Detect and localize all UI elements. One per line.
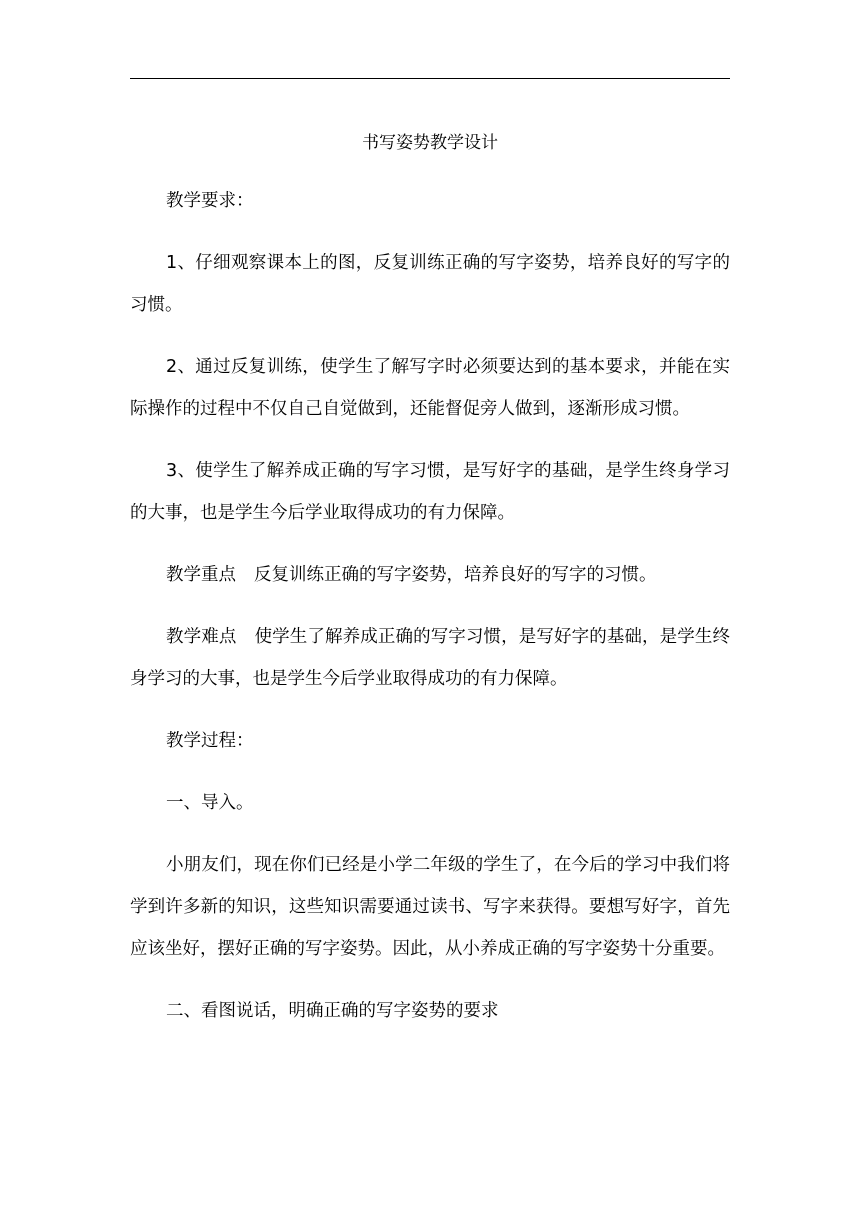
key-point-paragraph — [130, 554, 730, 596]
requirements-heading: 教学要求： — [166, 191, 254, 211]
key-point-label: 教学重点 — [166, 565, 236, 585]
document-body — [130, 126, 730, 1052]
requirement-item-3: 3、使学生了解养成正确的写字习惯，是写好字的基础，是学生终身学习的大事，也是学生今后学业取得成功的有力保障。 — [130, 461, 730, 523]
process-heading: 教学过程： — [166, 731, 254, 751]
difficult-point-label: 教学难点 — [166, 627, 237, 647]
key-point-text: 反复训练正确的写字姿势，培养良好的写字的习惯。 — [254, 565, 657, 585]
section2-heading: 二、看图说话，明确正确的写字姿势的要求 — [166, 1001, 499, 1021]
difficult-point-paragraph — [130, 616, 730, 700]
header-rule — [130, 78, 730, 79]
section1-text: 小朋友们，现在你们已经是小学二年级的学生了，在今后的学习中我们将学到许多新的知识，这些知识需要通过读书、写字来获得。要想写好字，首先应该坐好，摆好正确的写字姿势。因此，从小养成正确的写字姿势十分重要。 — [130, 855, 730, 959]
requirement-item-1: 1、仔细观察课本上的图，反复训练正确的写字姿势，培养良好的写字的习惯。 — [130, 253, 730, 315]
difficult-point-text: 使学生了解养成正确的写字习惯，是写好字的基础，是学生终身学习的大事，也是学生今后学业取得成功的有力保障。 — [130, 627, 730, 689]
section1-heading: 一、导入。 — [166, 793, 254, 813]
document-title: 书写姿势教学设计 — [362, 133, 498, 153]
requirement-item-2: 2、通过反复训练，使学生了解写字时必须要达到的基本要求，并能在实际操作的过程中不仅自己自觉做到，还能督促旁人做到，逐渐形成习惯。 — [130, 357, 730, 419]
